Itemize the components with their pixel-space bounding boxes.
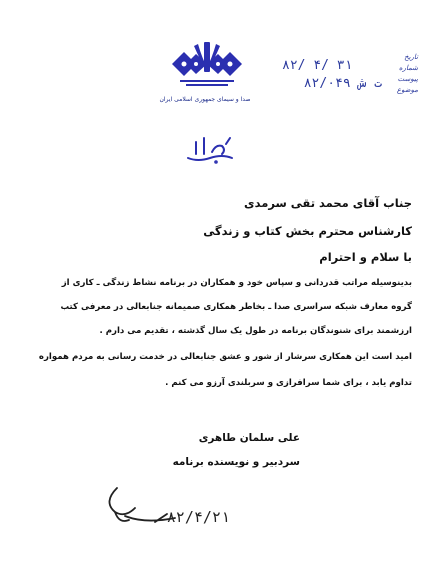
organization-name: صدا و سیمای جمهوری اسلامی ایران: [159, 96, 251, 103]
handwritten-number: ت ش ۸۲/۰۴۹: [303, 76, 382, 91]
letterhead-fields: [372, 52, 418, 96]
recipient-line: جناب آقای محمد تقی سرمدی: [244, 196, 412, 210]
attachment-label: پیوست: [397, 75, 418, 83]
signer-title: سردبیر و نویسنده برنامه: [172, 456, 300, 468]
signature-date: ۸۲/۴/۲۱: [166, 508, 230, 526]
body-line: تداوم یابد ، برای شما سرافرازی و سربلندی آرزو می کنم .: [165, 378, 412, 388]
greeting: با سلام و احترام: [319, 250, 412, 264]
body-line: امید است این همکاری سرشار از شور و عشق جنابعالی در خدمت رسانی به مردم همواره: [38, 352, 412, 362]
irib-logo: [170, 40, 244, 88]
bismillah-calligraphy: [182, 132, 238, 166]
signer-name: علی سلمان طاهری: [198, 432, 300, 444]
bismillah-text: بسمه تعالی: [210, 165, 215, 166]
body-line: گروه معارف شبکه سراسری صدا ـ بخاطر همکاری صمیمانه جنابعالی در معرفی کتب: [60, 302, 412, 312]
body-line: بدینوسیله مراتب قدردانی و سپاس خود و همکاران در برنامه نشاط زندگی ـ کاری از: [61, 278, 412, 288]
body-line: ارزشمند برای شنوندگان برنامه در طول یک سال گذشته ، تقدیم می دارم .: [99, 326, 412, 336]
date-label: تاریخ: [404, 53, 418, 61]
number-label: شماره: [398, 64, 418, 72]
recipient-title: کارشناس محترم بخش کتاب و زندگی: [203, 224, 412, 238]
subject-label: موضوع: [396, 86, 418, 94]
handwritten-date: ۸۲/ ۴/ ۳۱: [282, 58, 353, 73]
